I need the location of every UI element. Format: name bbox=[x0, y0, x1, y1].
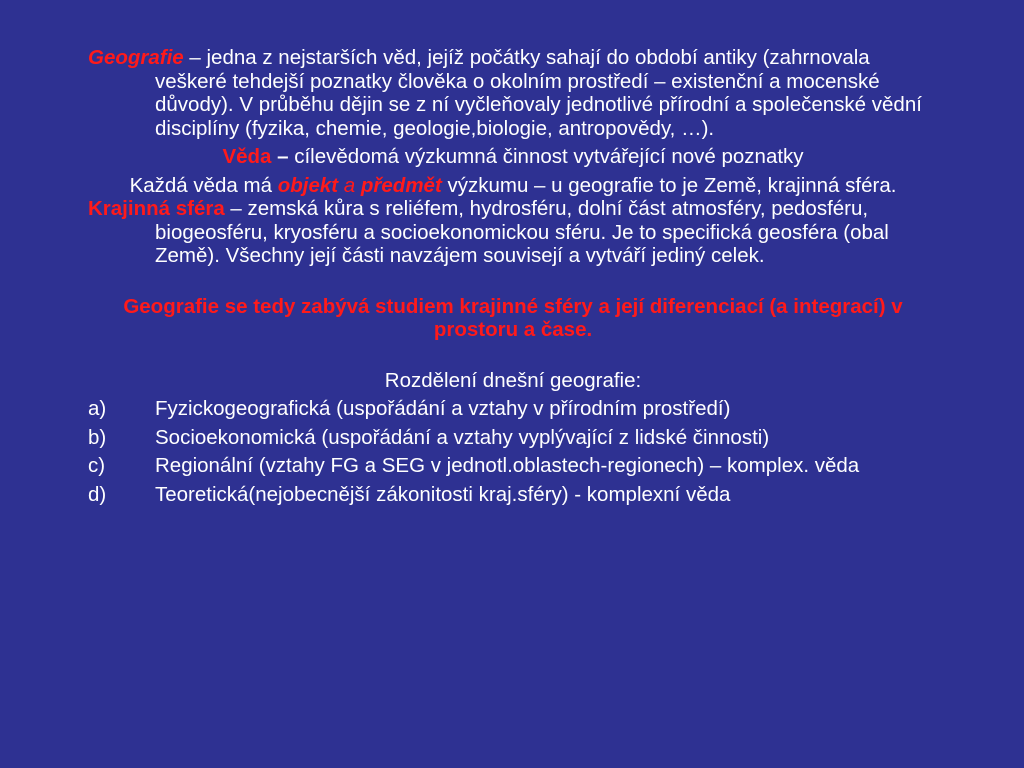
list-marker: c) bbox=[88, 454, 106, 477]
spacer bbox=[88, 268, 938, 295]
paragraph-geografie bbox=[88, 46, 938, 140]
paragraph-objekt-predmet bbox=[88, 174, 938, 198]
text-post: výzkumu – u geografie to je Země, krajinná sféra. bbox=[441, 173, 897, 197]
paragraph-krajinna-sfera bbox=[88, 197, 938, 268]
list-item-text: Teoretická(nejobecnější zákonitosti kraj.sféry) - komplexní věda bbox=[155, 482, 731, 506]
list-item bbox=[88, 397, 938, 421]
list-item-text: Socioekonomická (uspořádání a vztahy vyplývající z lidské činnosti) bbox=[155, 425, 770, 449]
text-pre: Každá věda má bbox=[129, 173, 278, 197]
list-item bbox=[88, 426, 938, 450]
list-item-text: Fyzickogeografická (uspořádání a vztahy v přírodním prostředí) bbox=[155, 397, 731, 420]
definition-krajinna-sfera: – zemská kůra s reliéfem, hydrosféru, dolní část atmosféry, pedosféru, biogeosféru, kryosféru a socioekonomickou sféru. Je to specifická geosféra (obal Země). Všechny její části navzájem souvisejí a vytváří jediný celek. bbox=[155, 197, 889, 267]
definition-geografie: – jedna z nejstarších věd, jejíž počátky sahají do období antiky (zahrnovala veškeré tehdejší poznatky člověka o okolním prostředí – existenční a mocenské důvody). V průběhu dějin se z ní vyčleňovaly jednotlivé přírodní a společenské vědní disciplíny (fyzika, chemie, geologie,biologie, antropovědy, …). bbox=[155, 46, 922, 140]
text-a: a bbox=[338, 173, 361, 197]
list-item-text: Regionální (vztahy FG a SEG v jednotl.oblastech-regionech) – komplex. věda bbox=[155, 454, 860, 477]
spacer bbox=[88, 342, 938, 369]
paragraph-veda bbox=[88, 145, 938, 169]
division-heading: Rozdělení dnešní geografie: bbox=[384, 368, 642, 392]
definition-veda: cílevědomá výzkumná činnost vytvářející nové poznatky bbox=[294, 145, 804, 168]
list-marker: b) bbox=[88, 425, 107, 449]
dash-veda: – bbox=[271, 145, 295, 168]
list-marker: a) bbox=[88, 397, 107, 420]
summary-statement: Geografie se tedy zabývá studiem krajinné sféry a její diferenciací (a integrací) v prostoru a čase. bbox=[123, 294, 903, 341]
term-krajinna-sfera: Krajinná sféra bbox=[88, 197, 225, 220]
list-item bbox=[88, 483, 938, 507]
slide-content bbox=[88, 46, 938, 506]
list-item bbox=[88, 454, 938, 478]
list-marker: d) bbox=[88, 482, 107, 506]
term-objekt: objekt bbox=[277, 173, 339, 197]
term-predmet: předmět bbox=[360, 173, 442, 197]
term-veda: Věda bbox=[222, 145, 272, 168]
term-geografie: Geografie bbox=[88, 46, 184, 69]
